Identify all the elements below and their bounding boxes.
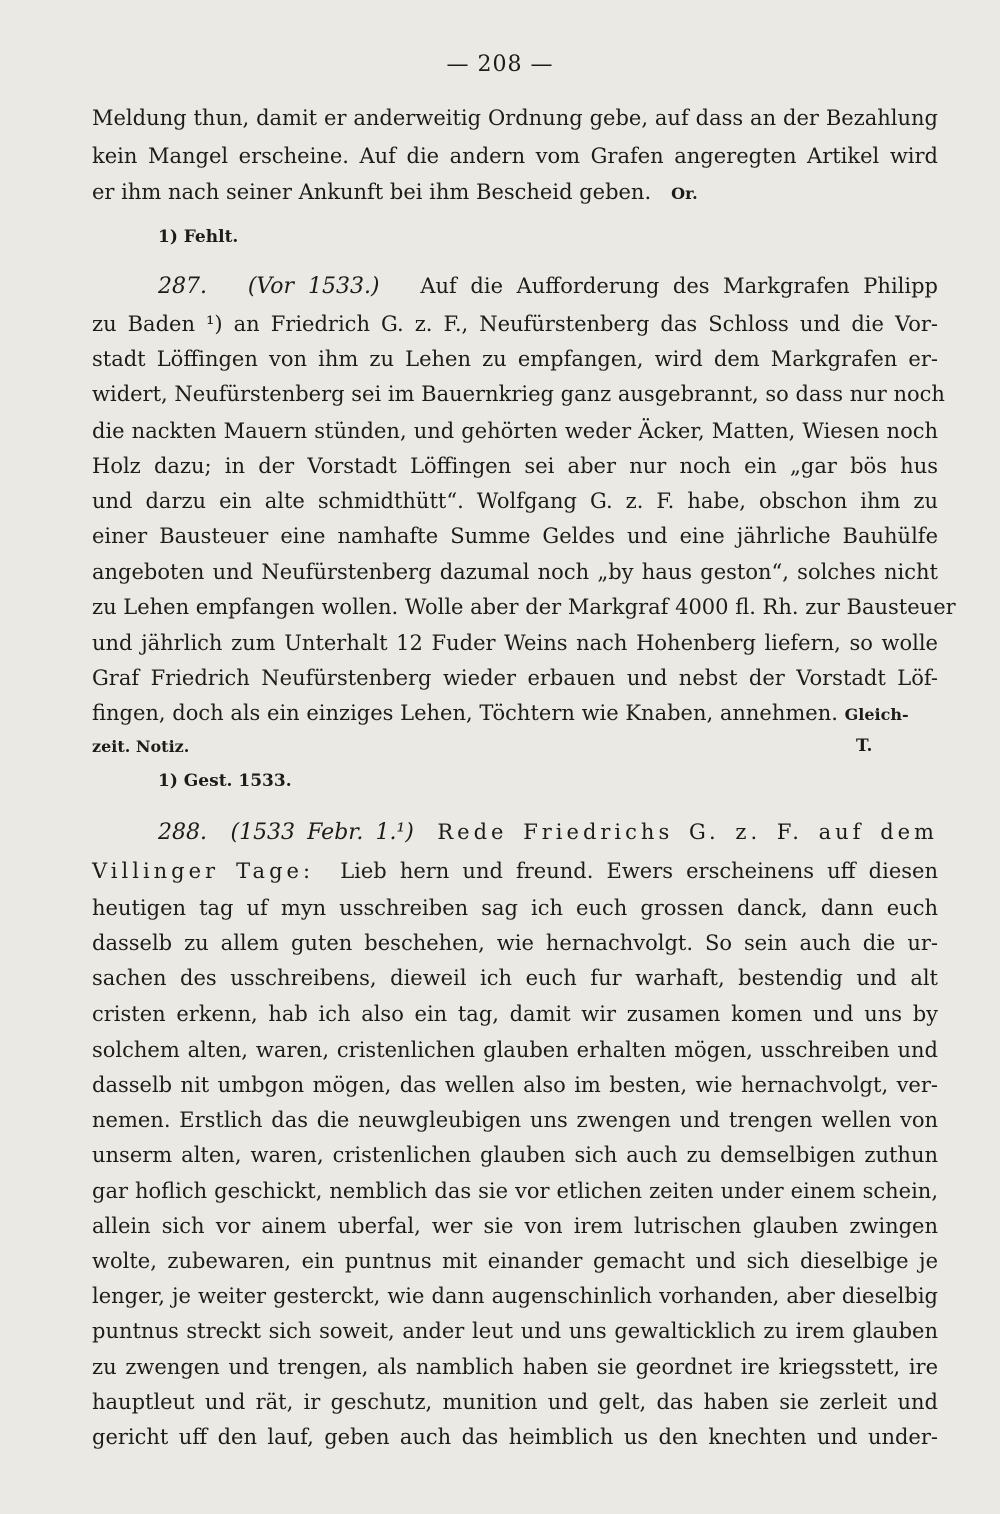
text-line: lenger, je weiter gesterckt, wie dann augenschinlich vorhanden, aber dieselbig	[92, 1284, 938, 1308]
entry-heading	[158, 818, 938, 847]
text-line: stadt Löffingen von ihm zu Lehen zu empfangen, wird dem Markgrafen er-	[92, 347, 938, 371]
text-line: die nackten Mauern stünden, und gehörten weder Äcker, Matten, Wiesen noch	[92, 419, 938, 443]
text-line: zu Lehen empfangen wollen. Wolle aber der Markgraf 4000 fl. Rh. zur Bausteuer	[92, 595, 956, 619]
text-line: kein Mangel erscheine. Auf die andern vom Grafen angeregten Artikel wird	[92, 144, 938, 168]
source-note: Gleich-	[844, 705, 909, 724]
text-line: heutigen tag uf myn usschreiben sag ich euch grossen danck, dann euch	[92, 896, 938, 920]
signature-mark: T.	[856, 736, 873, 756]
text-line: gericht uff den lauf, geben auch das heimblich us den knechten und under-	[92, 1425, 938, 1449]
text-line: Holz dazu; in der Vorstadt Löffingen sei aber nur noch ein „gar bös hus	[92, 454, 938, 478]
text-line: er ihm nach seiner Ankunft bei ihm Bescheid geben. Or.	[92, 180, 698, 204]
text-line: fingen, doch als ein einziges Lehen, Töchtern wie Knaben, annehmen. Gleich-	[92, 701, 909, 725]
entry-number: 288.	[158, 820, 207, 845]
entry-title: Rede Friedrichs G. z. F. auf dem	[437, 820, 938, 844]
page-number: — 208 —	[446, 52, 554, 77]
text-line: hauptleut und rät, ir geschutz, munition und gelt, das haben sie zerleit und	[92, 1390, 938, 1414]
text-line: Meldung thun, damit er anderweitig Ordnung gebe, auf dass an der Bezahlung	[92, 106, 938, 130]
text-line: widert, Neufürstenberg sei im Bauernkrieg ganz ausgebrannt, so dass nur noch	[92, 382, 945, 406]
source-note: zeit. Notiz.	[92, 737, 190, 756]
text-line: und jährlich zum Unterhalt 12 Fuder Weins nach Hohenberg liefern, so wolle	[92, 631, 938, 655]
text-line: einer Bausteuer eine namhafte Summe Geldes und eine jährliche Bauhülfe	[92, 524, 938, 548]
text-line: zu zwengen und trengen, als namblich haben sie geordnet ire kriegsstett, ire	[92, 1355, 938, 1379]
text-line: allein sich vor ainem uberfal, wer sie von irem lutrischen glauben zwingen	[92, 1214, 938, 1238]
entry-date: (1533 Febr. 1.¹)	[230, 820, 414, 845]
source-note: Or.	[671, 184, 698, 203]
text-line: cristen erkenn, hab ich also ein tag, damit wir zusamen komen und uns by	[92, 1002, 938, 1026]
text-line: nemen. Erstlich das die neuwgleubigen uns zwengen und trengen wellen von	[92, 1108, 938, 1132]
text-line: sachen des usschreibens, dieweil ich euch fur warhaft, bestendig und alt	[92, 966, 938, 990]
text-line: Villinger Tage: Lieb hern und freund. Ewers erscheinens uff diesen	[92, 859, 938, 883]
text-line: unserm alten, waren, cristenlichen glauben sich auch zu demselbigen zuthun	[92, 1143, 938, 1167]
text-line: puntnus streckt sich soweit, ander leut und uns gewalticklich zu irem glauben	[92, 1319, 938, 1343]
footnote: 1) Gest. 1533.	[158, 771, 292, 791]
text-line: Graf Friedrich Neufürstenberg wieder erbauen und nebst der Vorstadt Löf-	[92, 666, 938, 690]
text-line: solchem alten, waren, cristenlichen glauben erhalten mögen, usschreiben und	[92, 1038, 938, 1062]
footnote: 1) Fehlt.	[158, 227, 239, 247]
text-line: dasselb zu allem guten beschehen, wie hernachvolgt. So sein auch die ur-	[92, 931, 938, 955]
text-line: dasselb nit umbgon mögen, das wellen also im besten, wie hernachvolgt, ver-	[92, 1073, 938, 1097]
text-line: zu Baden ¹) an Friedrich G. z. F., Neufürstenberg das Schloss und die Vor-	[92, 312, 938, 336]
text-line: angeboten und Neufürstenberg dazumal noch „by haus geston“, solches nicht	[92, 560, 938, 584]
entry-heading: 287. (Vor 1533.) Auf die Aufforderung des Markgrafen Philipp	[158, 274, 938, 299]
text-line: gar hoflich geschickt, nemblich das sie vor etlichen zeiten under einem schein,	[92, 1179, 938, 1203]
text-line: wolte, zubewaren, ein puntnus mit einander gemacht und sich dieselbige je	[92, 1249, 938, 1273]
entry-date: (Vor 1533.)	[247, 274, 380, 299]
entry-number: 287.	[158, 274, 207, 299]
text-line: und darzu ein alte schmidthütt“. Wolfgang G. z. F. habe, obschon ihm zu	[92, 489, 938, 513]
